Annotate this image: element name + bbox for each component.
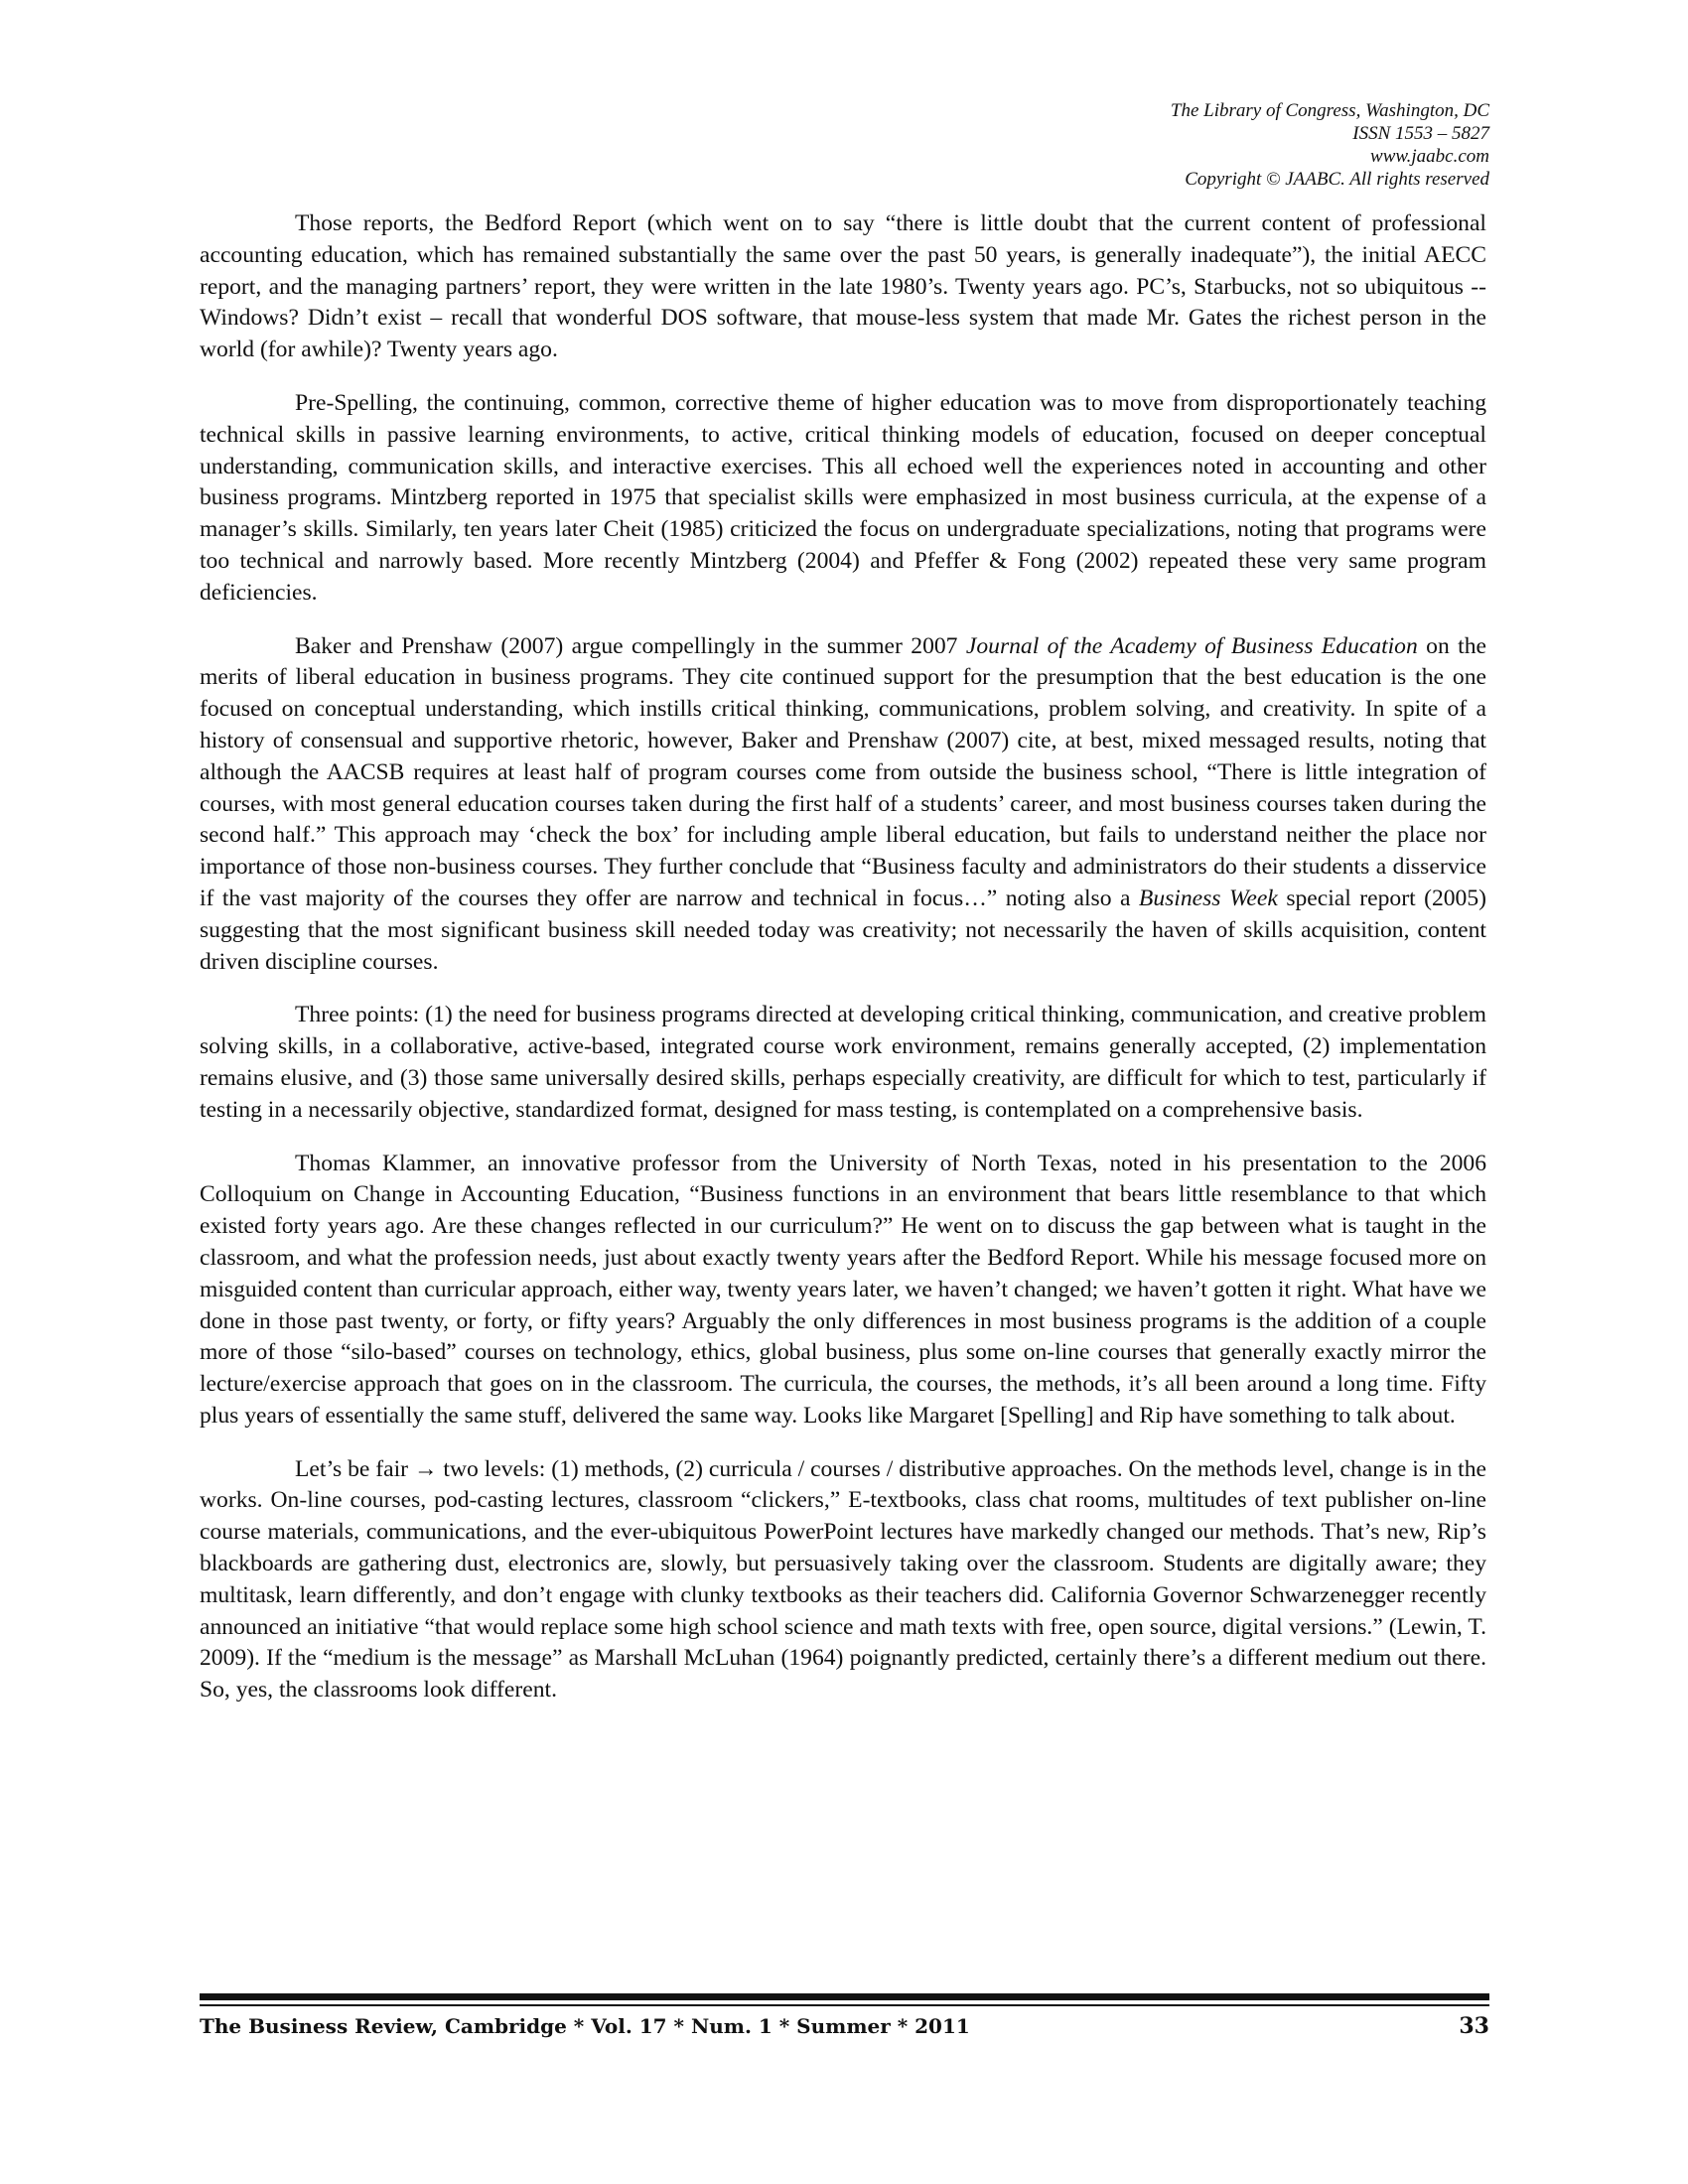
paragraph-segment: on the merits of liberal education in business programs. They cite continued support for the presumption that the best education is the one focused on conceptual understanding, which instills critical thinking, communications, problem solving, and creativity. In spite of a history of consensual and supportive rhetoric, however, Baker and Prenshaw (2007) cite, at best, mixed messaged results, noting that although the AACSB requires at least half of program courses come from outside the business school, “There is little integration of courses, with most general education courses taken during the first half of a students’ career, and most business courses taken during the second half.” This approach may ‘check the box’ for including ample liberal education, but fails to understand neither the place nor importance of those non-business courses. They further conclude that “Business faculty and administrators do their students a disservice if the vast majority of the courses they offer are narrow and technical in focus…” noting also a bbox=[200, 632, 1486, 911]
paragraph-segment: special report (2005) suggesting that the most significant business skill needed today was creativity; not necessarily the haven of skills acquisition, content driven discipline courses. bbox=[200, 885, 1486, 975]
paragraph-segment: Baker and Prenshaw (2007) argue compellingly in the summer 2007 bbox=[295, 632, 966, 659]
paragraph-bedford-report: Those reports, the Bedford Report (which went on to say “there is little doubt that the current content of professional accounting education, which has remained substantially the same over the past 50 years, is generally inadequate”), the initial AECC report, and the managing partners’ report, they were written in the late 1980’s. Twenty years ago. PC’s, Starbucks, not so ubiquitous -- Windows? Didn’t exist – recall that wonderful DOS software, that mouse-less system that made Mr. Gates the richest person in the world (for awhile)? Twenty years ago. bbox=[200, 210, 1486, 363]
paragraph-baker-prenshaw bbox=[200, 631, 1486, 979]
paragraph-three-points: Three points: (1) the need for business programs directed at developing critical thinking, communication, and creative problem solving skills, in a collaborative, active-based, integrated course work environment, remains generally accepted, (2) implementation remains elusive, and (3) those same universally desired skills, perhaps especially creativity, are difficult for which to test, particularly if testing in a necessarily objective, standardized format, designed for mass testing, is contemplated on a comprehensive basis. bbox=[200, 1002, 1486, 1123]
header-website-line: www.jaabc.com bbox=[1370, 146, 1489, 167]
header-issn-line: ISSN 1553 – 5827 bbox=[1352, 123, 1489, 144]
footer-rule-thin bbox=[200, 2004, 1489, 2006]
magazine-title-italic: Business Week bbox=[1138, 885, 1278, 911]
paragraph-pre-spelling: Pre-Spelling, the continuing, common, corrective theme of higher education was to move from disproportionately teaching technical skills in passive learning environments, to active, critical thinking models of education, focused on deeper conceptual understanding, communication skills, and interactive exercises. This all echoed well the experiences noted in accounting and other business programs. Mintzberg reported in 1975 that specialist skills were emphasized in most business curricula, at the expense of a manager’s skills. Similarly, ten years later Cheit (1985) criticized the focus on undergraduate specializations, noting that programs were too technical and narrowly based. More recently Mintzberg (2004) and Pfeffer & Fong (2002) repeated these very same program deficiencies. bbox=[200, 389, 1486, 606]
journal-title-italic: Journal of the Academy of Business Education bbox=[965, 632, 1418, 659]
header-library-line: The Library of Congress, Washington, DC bbox=[1170, 100, 1489, 121]
footer-rule-thick bbox=[200, 1993, 1489, 2000]
page-number: 33 bbox=[1459, 2013, 1489, 2039]
paragraph-two-levels: Let’s be fair → two levels: (1) methods, (2) curricula / courses / distributive approaches. On the methods level, change is in the works. On-line courses, pod-casting lectures, classroom “clickers,” E-textbooks, class chat rooms, multitudes of text publisher on-line course materials, communications, and the ever-ubiquitous PowerPoint lectures have markedly changed our methods. That’s new, Rip’s blackboards are gathering dust, electronics are, slowly, but persuasively taking over the classroom. Students are digitally aware; they multitask, learn differently, and don’t engage with clunky textbooks as their teachers did. California Governor Schwarzenegger recently announced an initiative “that would replace some high school science and math texts with free, open source, digital versions.” (Lewin, T. 2009). If the “medium is the message” as Marshall McLuhan (1964) poignantly predicted, certainly there’s a different medium out there. So, yes, the classrooms look different. bbox=[200, 1455, 1486, 1704]
header-copyright-line: Copyright © JAABC. All rights reserved bbox=[1185, 169, 1489, 190]
footer-journal-citation: The Business Review, Cambridge * Vol. 17 * Num. 1 * Summer * 2011 bbox=[200, 2014, 970, 2038]
paragraph-klammer: Thomas Klammer, an innovative professor from the University of North Texas, noted in his presentation to the 2006 Colloquium on Change in Accounting Education, “Business functions in an environment that bears little resemblance to that which existed forty years ago. Are these changes reflected in our curriculum?” He went on to discuss the gap between what is taught in the classroom, and what the profession needs, just about exactly twenty years after the Bedford Report. While his message focused more on misguided content than curricular approach, either way, twenty years later, we haven’t changed; we haven’t gotten it right. What have we done in those past twenty, or forty, or fifty years? Arguably the only differences in most business programs is the addition of a couple more of those “silo-based” courses on technology, ethics, global business, plus some on-line courses that generally exactly mirror the lecture/exercise approach that goes on in the classroom. The curricula, the courses, the methods, it’s all been around a long time. Fifty plus years of essentially the same stuff, delivered the same way. Looks like Margaret [Spelling] and Rip have something to talk about. bbox=[200, 1150, 1486, 1429]
running-header bbox=[794, 99, 1489, 191]
article-body bbox=[200, 208, 1486, 1706]
